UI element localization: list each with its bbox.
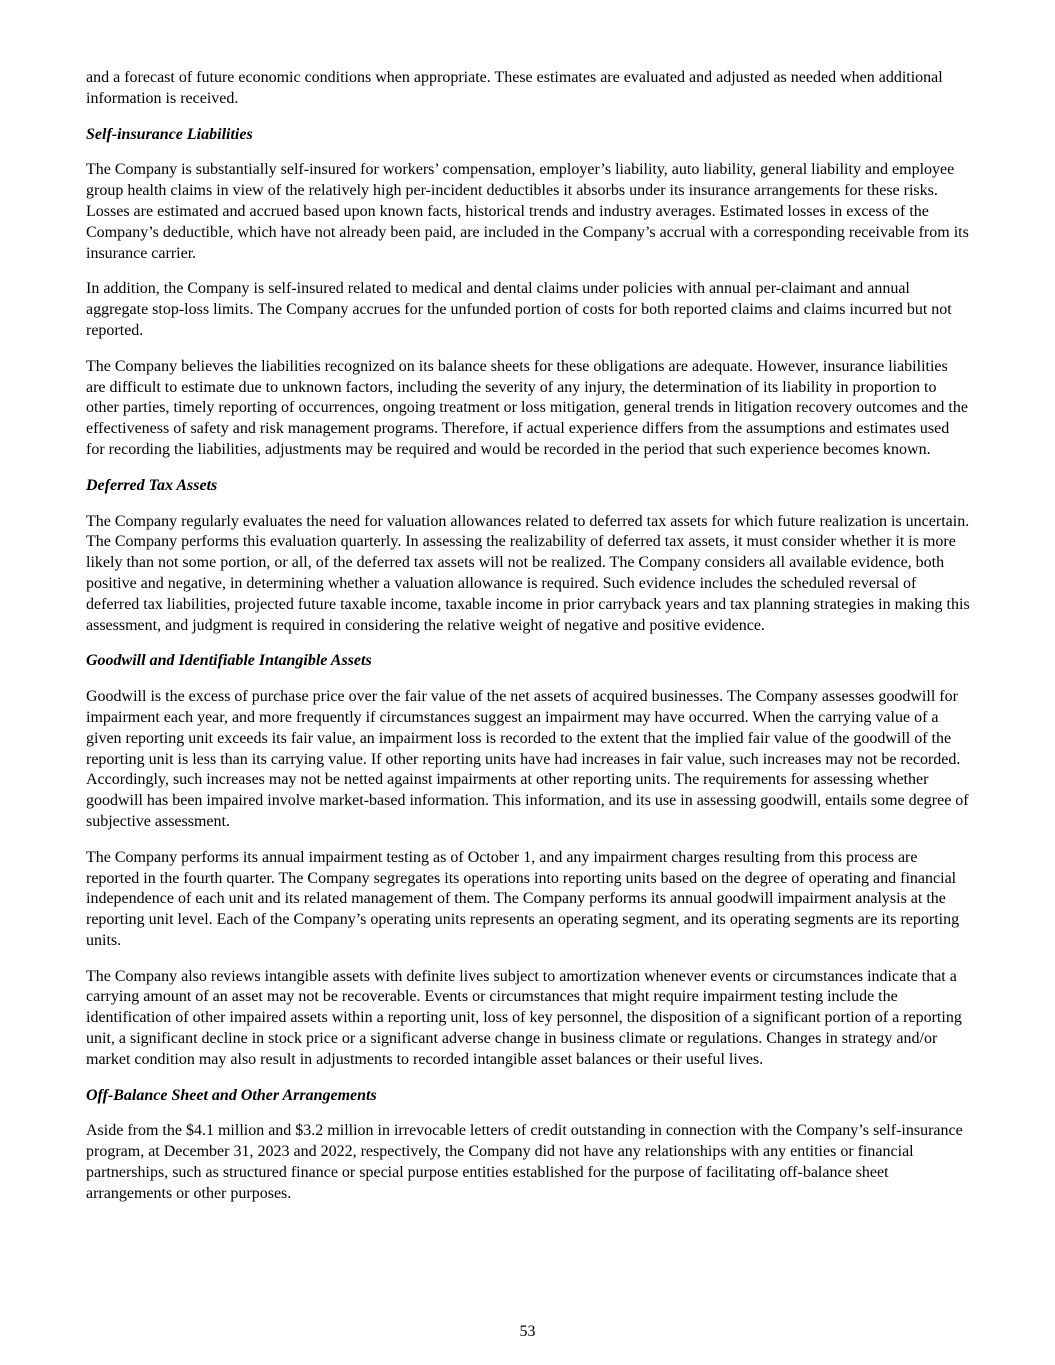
- goodwill-paragraph-2: The Company performs its annual impairment testing as of October 1, and any impairment charges resulting from this process are reported in the fourth quarter. The Company segregates its operations into reporting units based on the degree of operating and financial independence of each unit and its related management of them. The Company performs its annual goodwill impairment analysis at the reporting unit level. Each of the Company’s operating units represents an operating segment, and its operating segments are its reporting units.: [86, 848, 960, 949]
- self-insurance-paragraph-2: In addition, the Company is self-insured related to medical and dental claims under policies with annual per-claimant and annual aggregate stop-loss limits. The Company accrues for the unfunded portion of costs for both reported claims and claims incurred but not reported.: [86, 280, 952, 339]
- self-insurance-paragraph-3: The Company believes the liabilities recognized on its balance sheets for these obligations are adequate. However, insurance liabilities are difficult to estimate due to unknown factors, including the severity of any injury, the determination of its liability in proportion to other parties, timely reporting of occurrences, ongoing treatment or loss mitigation, general trends in litigation recovery outcomes and the effectiveness of safety and risk management programs. Therefore, if actual experience differs from the assumptions and estimates used for recording the liabilities, adjustments may be required and would be recorded in the period that such experience becomes known.: [86, 357, 968, 458]
- goodwill-paragraph-1: Goodwill is the excess of purchase price over the fair value of the net assets of acquired businesses. The Company assesses goodwill for impairment each year, and more frequently if circumstances suggest an impairment may have occurred. When the carrying value of a given reporting unit exceeds its fair value, an impairment loss is recorded to the extent that the implied fair value of the goodwill of the reporting unit is less than its carrying value. If other reporting units have had increases in fair value, such increases may not be recorded. Accordingly, such increases may not be netted against impairments at other reporting units. The requirements for assessing whether goodwill has been impaired involve market-based information. This information, and its use in assessing goodwill, entails some degree of subjective assessment.: [86, 688, 969, 830]
- document-body: [86, 68, 970, 1220]
- deferred-tax-paragraph-1: The Company regularly evaluates the need for valuation allowances related to deferred tax assets for which future realization is uncertain. The Company performs this evaluation quarterly. In assessing the realizability of deferred tax assets, it must consider whether it is more likely than not some portion, or all, of the deferred tax assets will not be realized. The Company considers all available evidence, both positive and negative, in determining whether a valuation allowance is required. Such evidence includes the scheduled reversal of deferred tax liabilities, projected future taxable income, taxable income in prior carryback years and tax planning strategies in making this assessment, and judgment is required in considering the relative weight of negative and positive evidence.: [86, 512, 970, 634]
- goodwill-paragraph-3: The Company also reviews intangible assets with definite lives subject to amortization whenever events or circumstances indicate that a carrying amount of an asset may not be recoverable. Events or circumstances that might require impairment testing include the identification of other impaired assets within a reporting unit, loss of key personnel, the disposition of a significant portion of a reporting unit, a significant decline in stock price or a significant adverse change in business climate or regulations. Changes in strategy and/or market condition may also result in adjustments to recorded intangible asset balances or their useful lives.: [86, 967, 962, 1068]
- off-balance-sheet-paragraph-1: Aside from the $4.1 million and $3.2 million in irrevocable letters of credit outstanding in connection with the Company’s self-insurance program, at December 31, 2023 and 2022, respectively, the Company did not have any relationships with any entities or financial partnerships, such as structured finance or special purpose entities established for the purpose of facilitating off-balance sheet arrangements or other purposes.: [86, 1122, 963, 1202]
- self-insurance-paragraph-1: The Company is substantially self-insured for workers’ compensation, employer’s liability, auto liability, general liability and employee group health claims in view of the relatively high per-incident deductibles it absorbs under its insurance arrangements for these risks. Losses are estimated and accrued based upon known facts, historical trends and industry averages. Estimated losses in excess of the Company’s deductible, which have not already been paid, are included in the Company’s accrual with a corresponding receivable from its insurance carrier.: [86, 161, 969, 262]
- heading-off-balance-sheet: Off-Balance Sheet and Other Arrangements: [86, 1086, 377, 1104]
- heading-deferred-tax-assets: Deferred Tax Assets: [86, 476, 218, 494]
- heading-goodwill-intangible-assets: Goodwill and Identifiable Intangible Assets: [86, 652, 372, 670]
- intro-paragraph: and a forecast of future economic conditions when appropriate. These estimates are evaluated and adjusted as needed when additional information is received.: [86, 69, 943, 107]
- heading-self-insurance-liabilities: Self-insurance Liabilities: [86, 125, 253, 143]
- page-number: 53: [519, 1323, 536, 1340]
